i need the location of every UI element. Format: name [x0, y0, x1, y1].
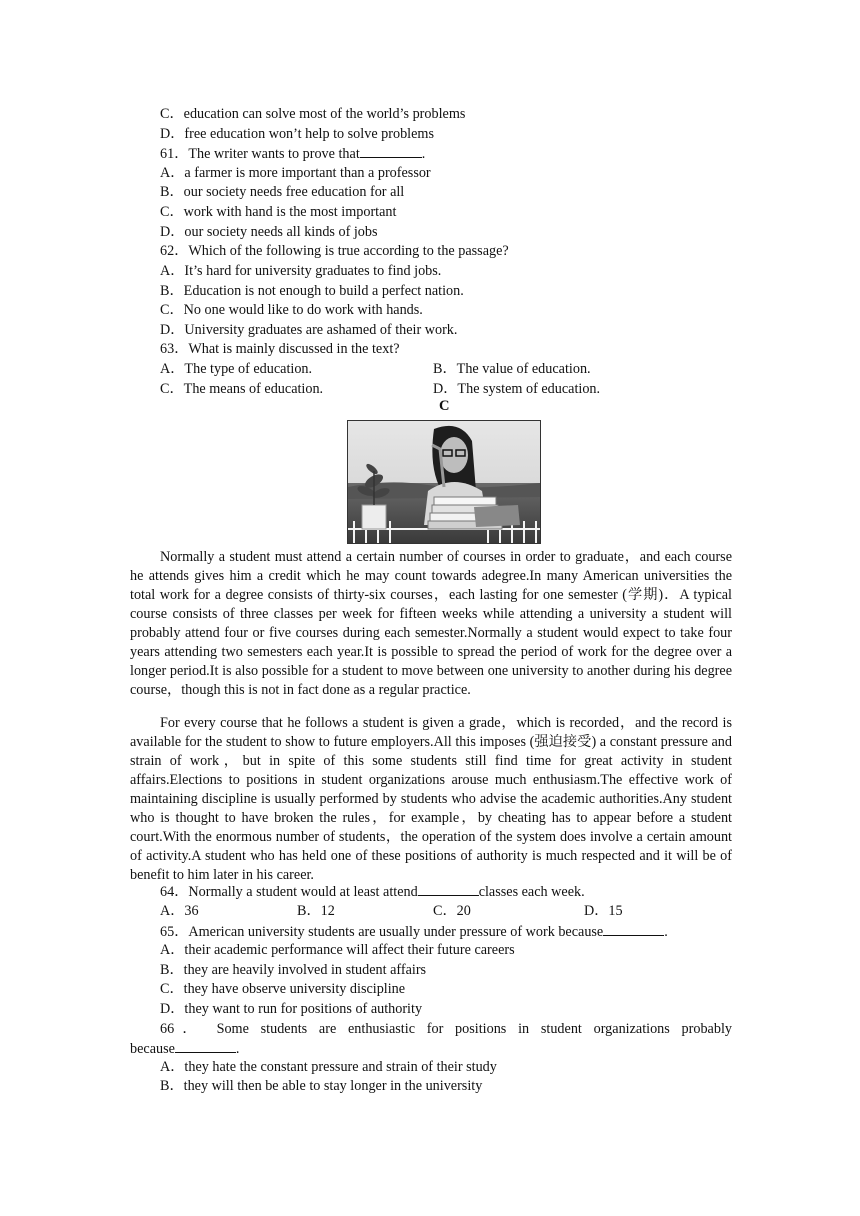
q65-stem: [160, 922, 668, 942]
q66-stem-line2: [130, 1039, 239, 1059]
student-photo: [347, 420, 541, 544]
q66-stem-end: .: [235, 1041, 240, 1057]
q64-option-b: B．12: [297, 903, 335, 919]
answer-blank: [360, 144, 422, 158]
q61-option-b: B．our society needs free education for all: [160, 184, 405, 200]
q60-option-c: C．education can solve most of the world’s problems: [160, 106, 466, 122]
q64-stem-b: classes each week.: [478, 884, 585, 900]
q62-option-d: D．University graduates are ashamed of their work.: [160, 322, 458, 338]
q62-option-b: B．Education is not enough to build a perfect nation.: [160, 283, 464, 299]
q64-option-c: C．20: [433, 903, 471, 919]
q65-option-b: B．they are heavily involved in student affairs: [160, 962, 427, 978]
q63-option-c: C．The means of education.: [160, 381, 324, 397]
answer-blank: [418, 882, 479, 896]
q66-stem: 66． Some students are enthusiastic for positions in student organizations probably: [160, 1021, 732, 1037]
passage-paragraph-1: Normally a student must attend a certain number of courses in order to graduate，and each course he attends gives him a credit which he may count towards adegree.In many American universities the total work for a degree consists of thirty-six courses，each lasting for one semester (学期)．A typical course consists of three classes per week for fifteen weeks while attending a university a student will probably attend four or five courses during each semester.Normally a student would expect to take four years attending two semesters each year.It is possible to spread the period of work for the degree over a longer period.It is also possible for a student to move between one university to another during his degree course，though this is not in fact done as a regular practice.: [130, 549, 732, 698]
q61-option-d: D．our society needs all kinds of jobs: [160, 224, 378, 240]
q62-option-a: A．It’s hard for university graduates to find jobs.: [160, 263, 442, 279]
q62-stem: 62．Which of the following is true according to the passage?: [160, 243, 509, 259]
q63-stem: 63．What is mainly discussed in the text?: [160, 341, 400, 357]
answer-blank: [603, 922, 664, 936]
q61-option-a: A．a farmer is more important than a professor: [160, 165, 431, 181]
q64-stem-a: 64．Normally a student would at least attend: [160, 884, 418, 900]
passage-paragraph-2: For every course that he follows a student is given a grade，which is recorded，and the record is available for the student to show to future employers.All this imposes (强迫接受) a constant pressure and strain of work，but in spite of this some students still find time for great activity in student affairs.Elections to positions in student organizations arouse much enthusiasm.The effective work of maintaining discipline is usually performed by students who advise the academic authorities.Any student who is thought to have broken the rules，for example，by cheating has to appear before a student court.With the enormous number of students，the operation of the system does involve a certain amount of activity.A student who has held one of these positions of authority is much respected and it will be of benefit to him later in his career.: [130, 715, 732, 883]
q63-option-a: A．The type of education.: [160, 361, 313, 377]
q65-stem-end: .: [664, 924, 668, 940]
answer-blank: [175, 1039, 236, 1053]
q65-option-a: A．their academic performance will affect their future careers: [160, 942, 515, 958]
q66-stem2: because: [130, 1041, 175, 1057]
q63-option-d: D．The system of education.: [433, 381, 601, 397]
q61-stem-end: .: [421, 146, 426, 162]
q64-stem: [160, 882, 585, 902]
q65-option-d: D．they want to run for positions of authority: [160, 1001, 423, 1017]
q63-option-b: B．The value of education.: [433, 361, 591, 377]
q61-stem-text: 61．The writer wants to prove that: [160, 146, 360, 162]
q66-option-b: B．they will then be able to stay longer in the university: [160, 1078, 483, 1094]
section-heading-c: C: [439, 398, 450, 414]
q61-stem: [160, 144, 425, 164]
q62-option-c: C．No one would like to do work with hands.: [160, 302, 423, 318]
q64-option-a: A．36: [160, 903, 199, 919]
q60-option-d: D．free education won’t help to solve problems: [160, 126, 434, 142]
q65-option-c: C．they have observe university discipline: [160, 981, 406, 997]
q64-option-d: D．15: [584, 903, 623, 919]
q65-stem-text: 65．American university students are usually under pressure of work because: [160, 924, 604, 940]
q66-option-a: A．they hate the constant pressure and strain of their study: [160, 1059, 497, 1075]
q61-option-c: C．work with hand is the most important: [160, 204, 397, 220]
